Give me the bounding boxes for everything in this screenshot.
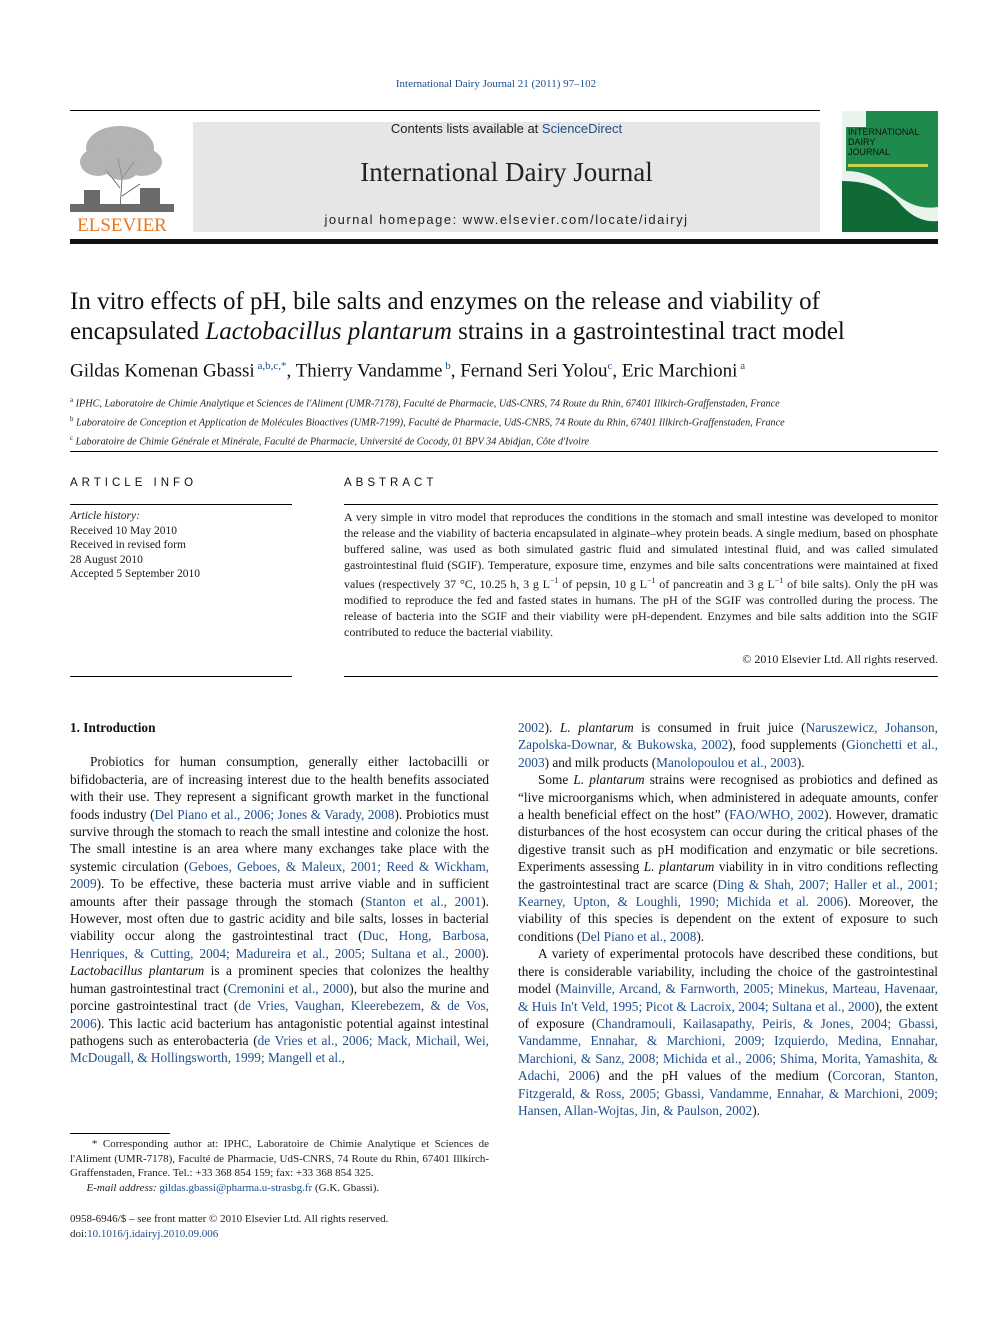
affiliation: $^b$ Laboratoire de Conception et Application de Molécules Bioactives (UMR-7199), Faculté de Pharmacie, UdS-CNRS, 74 Route du Rhin, 67401 Illkirch-Graffenstaden, France: [70, 414, 785, 429]
cover-line: INTERNATIONAL: [848, 127, 920, 137]
author-affil-sup[interactable]: a,b,c,*: [257, 360, 287, 372]
citation-link[interactable]: Duc, Hong, Barbosa, Henriques, & Cutting, 2004; Madureira et al., 2005; Sultana et al., 2000: [70, 928, 489, 961]
article-history: [70, 509, 292, 582]
masthead-bottom-rule: [70, 239, 938, 244]
citation-link[interactable]: Del Piano et al., 2006; Jones & Varady, 2008: [154, 806, 395, 822]
journal-cover-thumbnail[interactable]: [842, 111, 938, 232]
author-list: Gildas Komenan Gbassi $^{a,b,c,*}$, Thierry Vandamme $^b$, Fernand Seri Yolou$^c$, Eric Marchioni $^a$: [70, 360, 746, 382]
issn-line: 0958-6946/$ – see front matter © 2010 Elsevier Ltd. All rights reserved.: [70, 1213, 389, 1225]
citation-link[interactable]: FAO/WHO, 2002: [729, 807, 825, 823]
affiliation: $^c$ Laboratoire de Chimie Générale et Minérale, Faculté de Pharmacie, Université de Cocody, 01 BPV 34 Abidjan, Côte d'Ivoire: [70, 433, 590, 448]
elsevier-tree-icon: [70, 118, 174, 236]
article-title: [70, 287, 938, 347]
cover-line: JOURNAL: [848, 147, 891, 157]
abstract-bottom-rule: [344, 676, 938, 677]
email-link[interactable]: gildas.gbassi@pharma.u-strasbg.fr: [159, 1181, 313, 1194]
abstract-text: A very simple in vitro model that reproduces the conditions in the stomach and small intestine was developed to monitor the release and the viability of bacteria encapsulated in alginate–whey protein beads. A single medium, based on phosphate buffered saline, was used as both simulated gastric fluid and simulated intestinal fluid, and was called simulated gastrointestinal fluid (SGIF). Temperature, exposure time, enzymes and bile salts concentrations were maintained at fixed values (respectively 37 °C, 10.25 h, 3 g $L^{-1}$ of pepsin, 10 g $L^{-1}$ of pancreatin and 3 g $L^{-1}$ of bile salts). Only the pH was modified to reproduce the fed and fasted states in humans. The pH of the SGIF was controlled during the process. The release of bacteria into the SGIF and their viability were pH-dependent. Enzymes and bile salts addition into the SGIF contributed to reduce the bacterial viability.: [344, 510, 939, 639]
affiliation-list: [70, 393, 938, 450]
history-item: 28 August 2010: [70, 553, 143, 566]
citation-link[interactable]: Del Piano et al., 2008: [581, 928, 697, 944]
abstract-rule: [344, 504, 938, 505]
title-species: Lactobacillus plantarum: [205, 318, 452, 345]
contents-prefix: Contents lists available at: [390, 121, 542, 136]
paragraph: Some L. plantarum strains were recognised as probiotics and defined as “live microorganisms which, when administered in adequate amounts, confer a health beneficial effect on the host” (FAO/WHO, 2002). However, dramatic disturbances of the host ecosystem can occur during the critical phases of the digestive transit such as pH modification and enzymatic or bile secretions. Experiments assessing L. plantarum viability in in vitro conditions reflecting the gastrointestinal tract are scarce (Ding & Shah, 2007; Haller et al., 2001; Kearney, Upton, & Loughli, 1990; Michida et al. 2006). Moreover, the viability of this species is dependent on the extent of exposure to such conditions (Del Piano et al., 2008).: [518, 772, 938, 944]
citation-link[interactable]: 2002: [518, 720, 545, 735]
citation-link[interactable]: Chandramouli, Kailasapathy, Peiris, & Jones, 2004; Gbassi, Vandamme, Ennahar, & Marchioni, 2009; Izquierdo, Medina, Ennahar, Marchioni, & Sanz, 2008; Michida et al., 2006; Shima, Morita, Yamashita, & Adachi, 2006: [518, 1015, 938, 1084]
journal-citation[interactable]: International Dairy Journal 21 (2011) 97–102: [395, 78, 597, 90]
citation-link[interactable]: Cremonini et al., 2000: [227, 980, 350, 996]
corresponding-author-footnote: [70, 1137, 489, 1195]
author-affil-sup[interactable]: c: [607, 360, 613, 372]
doi-link[interactable]: 10.1016/j.idairyj.2010.09.006: [87, 1227, 219, 1240]
sciencedirect-link[interactable]: ScienceDirect: [541, 121, 623, 136]
paragraph: Probiotics for human consumption, generally either lactobacilli or bifidobacteria, are of increasing interest due to the health benefits associated with their use. They represent a significant growth market in the functional foods industry (Del Piano et al., 2006; Jones & Varady, 2008). Probiotics must survive through the stomach to reach the small intestine and colonize the host. The small intestine is an area where many exchanges take place with the systemic circulation (Geboes, Geboes, & Maleux, 2001; Reed & Wickham, 2009). To be effective, these bacteria must arrive viable and in sufficient amounts after their passage through the stomach (Stanton et al., 2001). However, most often due to gastric acidity and bile salts, losses in bacterial viability occur along the gastrointestinal tract (Duc, Hong, Barbosa, Henriques, & Cutting, 2004; Madureira et al., 2005; Sultana et al., 2000). Lactobacillus plantarum is a prominent species that colonizes the healthy human gastrointestinal tract (Cremonini et al., 2000), but also the murine and porcine gastrointestinal tract (de Vries, Vaughan, Kleerebezem, & de Vos, 2006). This lactic acid bacterium has antagonistic potential against intestinal pathogens such as enterobacteria (de Vries et al., 2006; Mack, Michail, Wei, McDougall, & Hollingsworth, 1999; Mangell et al.,: [70, 754, 490, 1066]
journal-name: International Dairy Journal: [360, 157, 653, 187]
author-name[interactable]: Thierry Vandamme: [295, 360, 443, 382]
paragraph: 2002). L. plantarum is consumed in fruit juice (Naruszewicz, Johanson, Zapolska-Downar, & Bukowska, 2002), food supplements (Gionchetti et al., 2003) and milk products (Manolopoulou et al., 2003).: [518, 720, 938, 770]
body-right-column: [518, 719, 938, 1119]
citation-link[interactable]: de Vries, Vaughan, Kleerebezem, & de Vos, 2006: [70, 998, 489, 1031]
citation-link[interactable]: de Vries et al., 2006; Mack, Michail, Wei, McDougall, & Hollingsworth, 1999; Mangell et al.,: [70, 1032, 489, 1066]
article-info-rule: [70, 504, 292, 505]
article-info-bottom-rule: [70, 676, 292, 677]
citation-link[interactable]: Ding & Shah, 2007; Haller et al., 2001; Kearney, Upton, & Loughli, 1990; Michida et al. 2006: [518, 876, 938, 910]
elsevier-logo[interactable]: [70, 118, 174, 236]
elsevier-wordmark: ELSEVIER: [77, 215, 167, 236]
author-name[interactable]: Fernand Seri Yolou: [460, 360, 608, 382]
citation-link[interactable]: Naruszewicz, Johanson, Zapolska-Downar, & Bukowska, 2002: [518, 720, 938, 753]
history-label: Article history:: [70, 510, 140, 522]
citation-link[interactable]: Stanton et al., 2001: [365, 893, 482, 909]
author-name[interactable]: Gildas Komenan Gbassi: [70, 360, 255, 382]
author-affil-sup[interactable]: b: [445, 360, 451, 372]
author-affil-sup[interactable]: a: [740, 360, 746, 372]
footnote-corresponding: * Corresponding author at: IPHC, Laboratoire de Chimie Analytique et Sciences de l'Aliment (UMR-7178), Faculté de Pharmacie, UdS-CNRS, 74 Route du Rhin, 67401 Illkirch-Graffenstaden, France. Tel.: +33 368 854 159; fax: +33 368 854 325.: [70, 1138, 489, 1179]
paragraph: A variety of experimental protocols have described these conditions, but there is considerable variability, including the choice of the gastrointestinal model (Mainville, Arcand, & Farnworth, 2005; Minekus, Marteau, Havenaar, & Huis In't Veld, 1995; Picot & Lacroix, 2004; Sultana et al., 2000), the extent of exposure (Chandramouli, Kailasapathy, Peiris, & Jones, 2004; Gbassi, Vandamme, Ennahar, & Marchioni, 2009; Izquierdo, Medina, Ennahar, Marchioni, & Sanz, 2008; Michida et al., 2006; Shima, Morita, Yamashita, & Adachi, 2006) and the pH values of the medium (Corcoran, Stanton, Fitzgerald, & Ross, 2005; Gbassi, Vandamme, Ennahar, & Marchioni, 2009; Hansen, Allan-Wojtas, Jin, & Paulson, 2002).: [518, 946, 939, 1118]
cover-wave-icon: [842, 111, 938, 232]
article-info-heading: ARTICLE INFO: [70, 477, 198, 489]
section-divider: [70, 451, 938, 452]
history-item: Received in revised form: [70, 539, 186, 551]
affiliation: $^a$ IPHC, Laboratoire de Chimie Analytique et Sciences de l'Aliment (UMR-7178), Faculté de Pharmacie, UdS-CNRS, 74 Route du Rhin, 67401 Illkirch-Graffenstaden, France: [70, 396, 780, 410]
citation-link[interactable]: Manolopoulou et al., 2003: [656, 754, 797, 770]
title-text: strains in a gastrointestinal tract model: [451, 318, 845, 345]
title-text: In vitro effects of pH, bile salts and enzymes on the release and viability of encapsulated: [70, 288, 820, 345]
body-left-column: [70, 719, 489, 1067]
header-rule: [70, 110, 820, 111]
history-item: Received 10 May 2010: [70, 524, 177, 537]
doi-line: doi:10.1016/j.idairyj.2010.09.006: [70, 1227, 219, 1240]
cover-line: DAIRY: [848, 137, 876, 147]
citation-link[interactable]: Corcoran, Stanton, Fitzgerald, & Ross, 2005; Gbassi, Vandamme, Ennahar, & Marchioni, 2009; Hansen, Allan-Wojtas, Jin, & Paulson, 2002: [518, 1068, 939, 1118]
citation-link[interactable]: Geboes, Geboes, & Maleux, 2001; Reed & Wickham, 2009: [70, 858, 490, 892]
journal-homepage[interactable]: journal homepage: www.elsevier.com/locate/idairyj: [324, 212, 689, 227]
footnote-rule: [70, 1133, 170, 1134]
history-item: Accepted 5 September 2010: [70, 568, 200, 580]
author-name[interactable]: Eric Marchioni: [621, 360, 738, 382]
citation-link[interactable]: Mainville, Arcand, & Farnworth, 2005; Minekus, Marteau, Havenaar, & Huis In't Veld, 1995; Picot & Lacroix, 2004; Sultana et al., 2000: [518, 981, 938, 1014]
issn-block: [70, 1212, 489, 1241]
section-heading: 1. Introduction: [70, 720, 156, 735]
citation-link[interactable]: Gionchetti et al., 2003: [518, 737, 938, 770]
contents-line: [193, 121, 820, 136]
abstract-copyright: © 2010 Elsevier Ltd. All rights reserved.: [742, 652, 938, 666]
footnote-email: E-mail address: gildas.gbassi@pharma.u-strasbg.fr (G.K. Gbassi).: [86, 1181, 380, 1194]
abstract-heading: ABSTRACT: [344, 477, 438, 489]
